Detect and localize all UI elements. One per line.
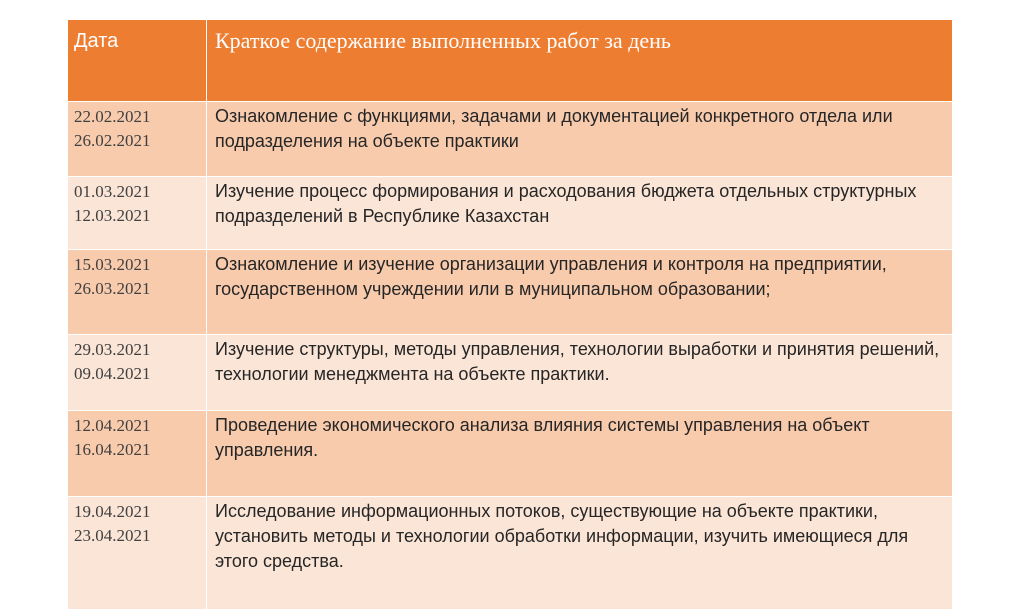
date-to: 26.02.2021 <box>74 131 151 150</box>
table-row <box>68 411 953 497</box>
description-cell: Изучение структуры, методы управления, технологии выработки и принятия решений, технологии менеджмента на объекте практики. <box>207 335 953 411</box>
table-row <box>68 335 953 411</box>
description-cell: Ознакомление с функциями, задачами и документацией конкретного отдела или подразделения на объекте практики <box>207 102 953 177</box>
date-from: 19.04.2021 <box>74 502 151 521</box>
date-from: 12.04.2021 <box>74 416 151 435</box>
table-row <box>68 102 953 177</box>
work-schedule-table <box>67 19 953 610</box>
date-to: 12.03.2021 <box>74 206 151 225</box>
date-cell <box>68 497 207 610</box>
description-cell: Исследование информационных потоков, существующие на объекте практики, установить методы и технологии обработки информации, изучить имеющиеся для этого средства. <box>207 497 953 610</box>
date-from: 15.03.2021 <box>74 255 151 274</box>
date-cell <box>68 335 207 411</box>
header-date: Дата <box>68 20 207 102</box>
date-to: 23.04.2021 <box>74 526 151 545</box>
header-description: Краткое содержание выполненных работ за день <box>207 20 953 102</box>
date-cell <box>68 177 207 250</box>
date-from: 29.03.2021 <box>74 340 151 359</box>
date-to: 26.03.2021 <box>74 279 151 298</box>
date-to: 16.04.2021 <box>74 440 151 459</box>
table-header-row <box>68 20 953 102</box>
description-cell: Изучение процесс формирования и расходования бюджета отдельных структурных подразделений в Республике Казахстан <box>207 177 953 250</box>
date-from: 01.03.2021 <box>74 182 151 201</box>
table-row <box>68 177 953 250</box>
date-cell <box>68 411 207 497</box>
date-cell <box>68 102 207 177</box>
description-cell: Ознакомление и изучение организации управления и контроля на предприятии, государственном учреждении или в муниципальном образовании; <box>207 250 953 335</box>
table-row <box>68 497 953 610</box>
description-cell: Проведение экономического анализа влияния системы управления на объект управления. <box>207 411 953 497</box>
date-from: 22.02.2021 <box>74 107 151 126</box>
table-row <box>68 250 953 335</box>
date-cell <box>68 250 207 335</box>
date-to: 09.04.2021 <box>74 364 151 383</box>
